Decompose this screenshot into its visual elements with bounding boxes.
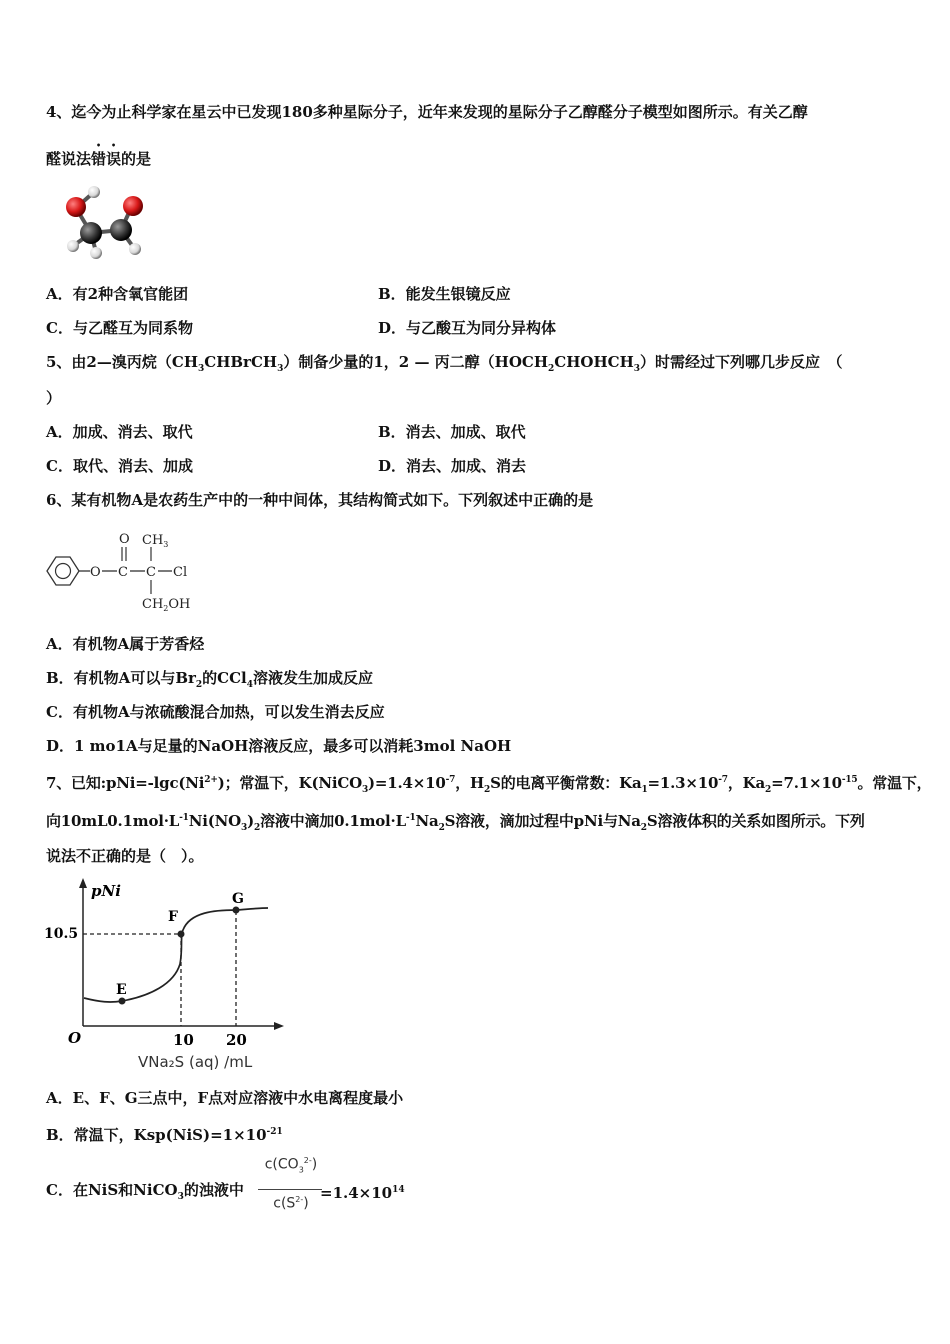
q6-option-c: C．有机物A与浓硫酸混合加热，可以发生消去反应 bbox=[46, 703, 385, 721]
q7-stem-line3: 说法不正确的是（ ）。 bbox=[46, 847, 204, 865]
q7-stem-line2: 向$10mL0.1mol\cdot L^{-1}Ni(NO_3)_2$溶液中滴加$0.1mol\cdot L^{-1}Na_2S$溶液，滴加过程中pNi与$Na_2S$溶液体积的关系如图所示。下列 bbox=[46, 812, 865, 833]
fraction-numerator: $c(CO_3^{2-})$ bbox=[264, 1156, 318, 1175]
ester-oxygen: O bbox=[90, 565, 101, 580]
carbonyl-carbon: C bbox=[118, 565, 128, 580]
q6-option-a: A．有机物A属于芳香烃 bbox=[46, 635, 205, 653]
y-axis-label: pNi bbox=[91, 882, 121, 900]
y-tick-label: 10.5 bbox=[44, 926, 79, 942]
label-g: G bbox=[232, 891, 244, 907]
label-f: F bbox=[168, 909, 178, 925]
fraction-denominator: $c(S^{2-})$ bbox=[273, 1195, 309, 1212]
q4-option-c: C．与乙醛互为同系物 bbox=[46, 319, 193, 337]
q7-stem-line1: 7、已知$:pNi=-\lg c(Ni^{2+})$；常温下，$K(NiCO_3)=1.4\times 10^{-7}$，$H_2S$的电离平衡常数：$Ka_1=1.3\times 10^{-7}$，$Ka_2=7.1\times 10^{-15}$。常温下， bbox=[46, 774, 932, 795]
chlorine-atom: Cl bbox=[173, 565, 188, 580]
point-e bbox=[119, 998, 126, 1005]
methyl-group: $CH_3$ bbox=[142, 533, 169, 549]
q7-option-b: B．常温下，$Ksp(NiS)=1\times 10^{-21}$ bbox=[46, 1126, 283, 1144]
q4-option-a: A．有2种含氧官能团 bbox=[46, 285, 189, 303]
q4-stem-line1: 4、迄今为止科学家在星云中已发现180多种星际分子，近年来发现的星际分子乙醇醛分子模型如图所示。有关乙醇 bbox=[46, 103, 808, 121]
q5-stem-line2: ） bbox=[46, 389, 62, 407]
glycolaldehyde-model-figure bbox=[58, 180, 153, 262]
q5-option-a: A．加成、消去、取代 bbox=[46, 423, 193, 441]
q7-option-c: C．在NiS和NiCO$_3$的浊液中 bbox=[46, 1181, 244, 1202]
emphasis-text: 错误 bbox=[91, 150, 122, 168]
q6-option-b: B．有机物A可以与$Br_2$的CCl$_4$溶液发生加成反应 bbox=[46, 669, 374, 690]
q7-option-a: A．E、F、G三点中，F点对应溶液中水电离程度最小 bbox=[46, 1089, 404, 1107]
carbonyl-oxygen: O bbox=[119, 532, 130, 547]
q6-stem: 6、某有机物A是农药生产中的一种中间体，其结构简式如下。下列叙述中正确的是 bbox=[46, 491, 594, 509]
q4-option-d: D．与乙酸互为同分异构体 bbox=[378, 319, 557, 337]
x-tick-label-10: 10 bbox=[173, 1031, 194, 1049]
q5-stem-line1: 5、由2—溴丙烷$(CH_3CHBrCH_3)$制备少量的1，2 — 丙二醇$(HOCH_2CHOHCH_3)$时需经过下列哪几步反应 （ bbox=[46, 353, 843, 374]
label-e: E bbox=[116, 982, 127, 998]
q4-option-b: B．能发生银镜反应 bbox=[378, 285, 511, 303]
point-g bbox=[233, 907, 240, 914]
q6-option-d: D．1 mo1A与足量的NaOH溶液反应，最多可以消耗3mol NaOH bbox=[46, 737, 512, 755]
compound-a-structure bbox=[42, 528, 212, 618]
x-tick-label-20: 20 bbox=[226, 1031, 247, 1049]
q5-option-c: C．取代、消去、加成 bbox=[46, 457, 193, 475]
origin-label: O bbox=[68, 1029, 82, 1047]
q5-option-d: D．消去、加成、消去 bbox=[378, 457, 527, 475]
y-axis-arrow bbox=[79, 878, 87, 888]
x-axis-arrow bbox=[274, 1022, 284, 1030]
quaternary-carbon: C bbox=[146, 565, 156, 580]
q4-stem-line2: 醛说法错误的是 bbox=[46, 150, 152, 168]
q7-option-c-value: $=1.4\times 10^{14}$ bbox=[320, 1184, 405, 1202]
x-axis-label: VNa₂S (aq) /mL bbox=[138, 1053, 253, 1071]
hydroxymethyl-group: $CH_2OH$ bbox=[142, 597, 191, 613]
q5-option-b: B．消去、加成、取代 bbox=[378, 423, 526, 441]
point-f bbox=[178, 931, 185, 938]
pni-titration-graph bbox=[40, 878, 300, 1074]
fraction-bar bbox=[258, 1189, 322, 1190]
